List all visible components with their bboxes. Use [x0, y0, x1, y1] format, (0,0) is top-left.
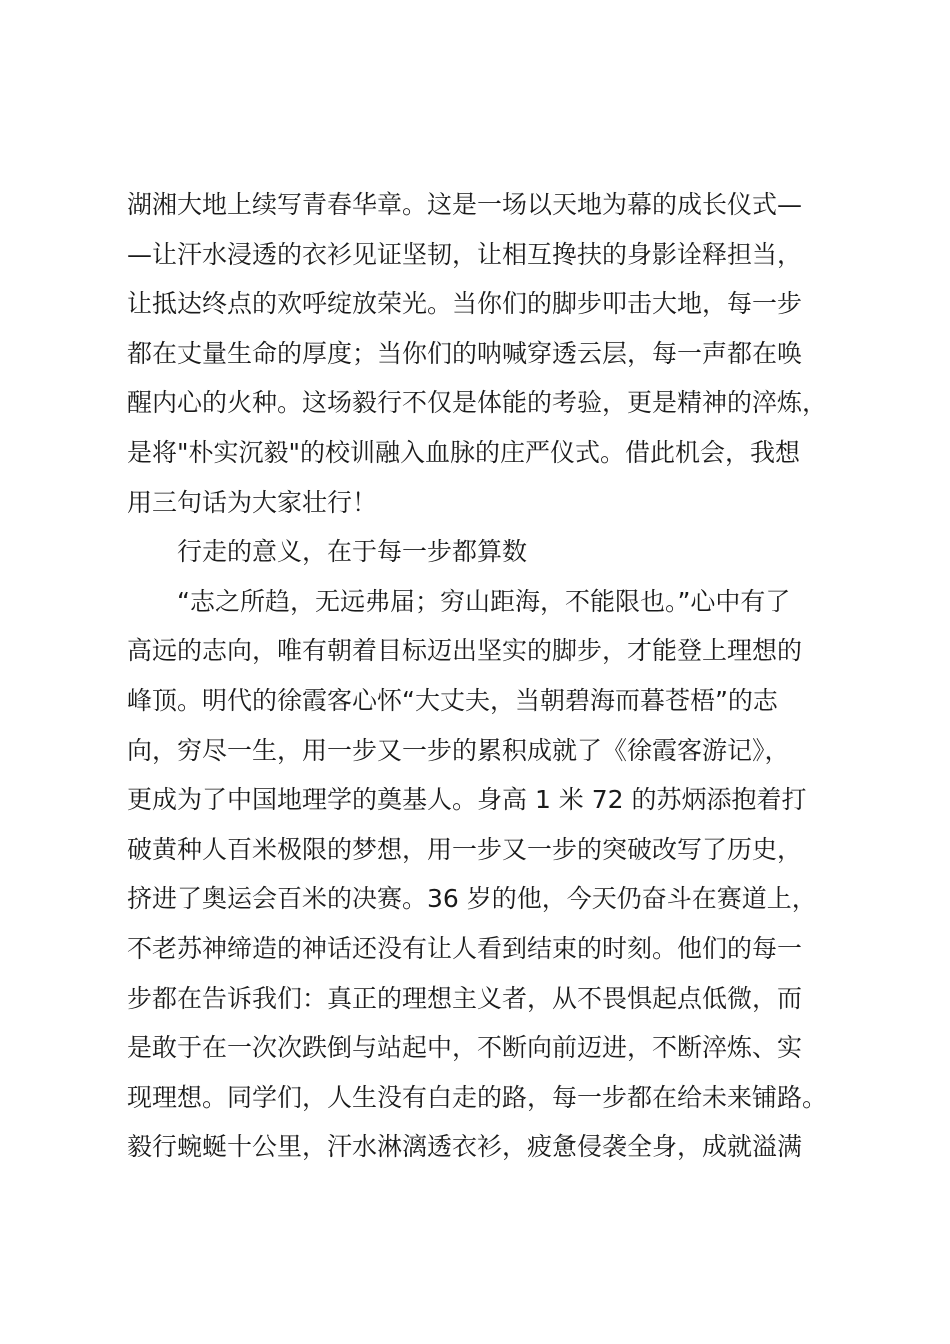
text-line: 是敢于在一次次跌倒与站起中，不断向前迈进，不断淬炼、实 [127, 1033, 803, 1063]
text-line: 更成为了中国地理学的奠基人。身高 1 米 72 的苏炳添抱着打 [127, 785, 807, 815]
text-line: 向，穷尽一生，用一步又一步的累积成就了《徐霞客游记》， [127, 735, 790, 765]
body-text [127, 180, 837, 1172]
text-line: 步都在告诉我们：真正的理想主义者，从不畏惧起点低微，而 [127, 983, 803, 1013]
text-line: 都在丈量生命的厚度；当你们的呐喊穿透云层，每一声都在唤 [127, 338, 803, 368]
section-heading: 行走的意义，在于每一步都算数 [177, 537, 528, 567]
text-line: 挤进了奥运会百米的决赛。36 岁的他，今天仍奋斗在赛道上， [127, 884, 817, 914]
text-line: 是将"朴实沉毅"的校训融入血脉的庄严仪式。借此机会，我想 [127, 437, 801, 467]
text-line: 破黄种人百米极限的梦想，用一步又一步的突破改写了历史， [127, 834, 803, 864]
text-line: 湖湘大地上续写青春华章。这是一场以天地为幕的成长仪式— [127, 190, 803, 219]
text-line: 毅行蜿蜒十公里，汗水淋漓透衣衫，疲惫侵袭全身，成就溢满 [127, 1132, 803, 1162]
text-line: 让抵达终点的欢呼绽放荣光。当你们的脚步叩击大地，每一步 [127, 289, 803, 319]
text-line: 峰顶。明代的徐霞客心怀“大丈夫，当朝碧海而暮苍梧”的志 [127, 685, 778, 715]
text-line: “志之所趋，无远弗届；穷山距海，不能限也。”心中有了 [177, 586, 791, 616]
text-line: 醒内心的火种。这场毅行不仅是体能的考验，更是精神的淬炼， [127, 388, 828, 418]
text-line: 用三句话为大家壮行！ [127, 487, 378, 517]
text-line: 不老苏神缔造的神话还没有让人看到结束的时刻。他们的每一 [127, 933, 803, 963]
text-line: 现理想。同学们，人生没有白走的路，每一步都在给未来铺路。 [127, 1082, 828, 1112]
text-line: —让汗水浸透的衣衫见证坚韧，让相互搀扶的身影诠释担当， [127, 239, 803, 269]
text-line: 高远的志向，唯有朝着目标迈出坚实的脚步，才能登上理想的 [127, 636, 803, 666]
